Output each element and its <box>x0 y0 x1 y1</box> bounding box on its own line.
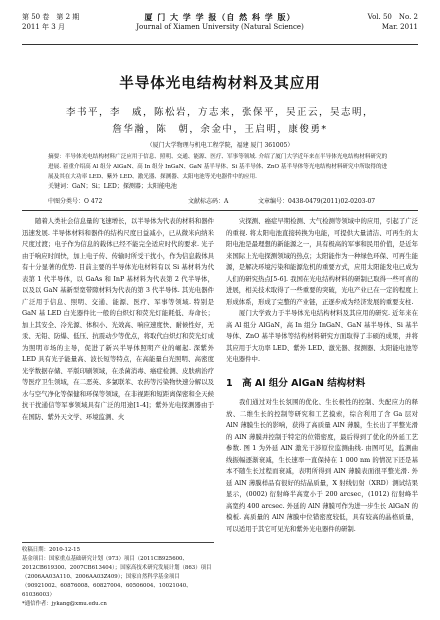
header-date: 2011 年 3 月 <box>22 23 65 31</box>
clc-number: 中图分类号：O 472 <box>48 198 103 205</box>
corresponding-email: *通信作者：jykang@xmu.edu.cn <box>22 601 107 607</box>
document-code: 文献标志码：A <box>188 198 229 205</box>
author-line-2: 詹华瀚，陈 朝，余金中，王启明，康俊勇* <box>112 124 328 135</box>
author-list <box>40 104 400 138</box>
header-volume: 第 50 卷 第 2 期 <box>22 13 80 21</box>
fund-note: 基金项目：国家重点基础研究计划（973）项目（2011CB925600、2012CB619300、2007CB613404）；国家高技术研究发展计划（863）项目（2006AA03A110、2006AA03Z409）；国家自然科学基金项目（90921002、60876008、60827004、60506004、10021040、61036003） <box>22 556 212 598</box>
section-heading: 1 高 Al 组分 AlGaN 结构材料 <box>226 377 366 389</box>
intro-paragraph-2: 灾探测、癌症早期检测、大气检测等领域中的应用，引起了广泛的重视. 将太阳电池直接转换为电能，可提供大量清洁、可再生的太阳电池是最理想的新能源之一，具有极高的军事和民用价值，是近年来国际上光电探测领域的热点；太阳能作为一种绿色环保、可再生能源，是解决环境污染和能源危机的重要方式，应用太阳能发电已成为人们的研究热点[5-6]. 我国在光电结构材料的研制已取得一些可喜的进展，相关技术取得了一些重要的突破，光电产业已在一定的程度上形成体系，形成了完整的产业链，正逐步成为经济发展的重要支柱. <box>226 217 418 306</box>
received-date: 收稿日期：2010-12-15 <box>22 547 81 553</box>
article-number: 文章编号：0438-0479(2011)02-0203-07 <box>258 198 376 205</box>
header-divider <box>22 210 418 211</box>
keywords: 关键词：GaN；Si；LED；探测器；太阳能电池 <box>48 183 177 190</box>
section-paragraph: 我们通过对生长氛围的优化、生长极性的控制、失配应力的释放、二维生长的控制等研究和工艺摸索，综合利用了含 Ga 层对 AlN 薄膜生长的影响，获得了高质量 AlN 薄膜，生长出了平整光滑的 AlN 薄膜并控制于特定的位错密度，最后得到了优化的外延工艺参数. 图 1 为外延 AlN 激光干涉原位监测曲线. 由图可见，监测曲线振幅逐渐衰减，生长速率一直保持在 1 000 nm 的情况下还是基本不随生长过程而衰减，表明所得到 AlN 薄膜表面很平整光滑. 外延 AlN 薄膜样品有很好的结晶质量，X 射线衍射（XRD）测试结果显示，(0002) 衍射峰半高宽小于 200 arcsec，(1012) 衍射峰半高宽约 400 arcsec. 外延的 AlN 薄膜可作为进一步生长 AlGaN 的模板. 高质量的 AlN 薄膜中位错密度较低，具有较高的晶格质量，可以适用于其它可见光和紫外光电器件的研制. <box>226 398 418 533</box>
left-column <box>22 216 214 423</box>
journal-name-en: Journal of Xiamen University (Natural Science) <box>136 23 304 31</box>
header-vol-no: Vol. 50 No. 2 <box>367 13 418 21</box>
affiliation: （厦门大学物理与机电工程学院，福建 厦门 361005） <box>146 142 294 149</box>
journal-name <box>22 12 418 32</box>
header-month: Mar. 2011 <box>381 23 418 31</box>
author-line-1: 李书平，李 威，陈松岩，方志来，张保平，吴正云，吴志明， <box>65 107 374 118</box>
running-header <box>22 10 418 45</box>
footnotes <box>22 542 214 609</box>
right-column <box>226 216 418 535</box>
intro-paragraph-3: 厦门大学致力于半导体光电结构材料及其应用的研究. 近年来在高 Al 组分 AlGaN，高 In 组分 InGaN、GaN 基半导体、Si 基半导体、ZnO 基半导体等结构材料研究方面取得了丰硕的成果，并将其应用于大功率 LED、紫外 LED、激光器、探测器、太阳能电池等光电器件中. <box>226 309 418 363</box>
intro-paragraph-1: 随着人类社会信息量的飞速增长，以半导体为代表的材料和器件迅速发展. 半导体材料和器件的结构尺度日益减小，已从微米向纳米尺度过渡；电子作为信息的载体已经不能完全适应时代的要求. 光子由于响应时间快，加上电子传、传输时所受干扰小，作为信息载体具有十分显著的优势. 目前主要的半导体光电材料有以 Si 基材料为代表第 1 代半导体，以 GaAs 和 InP 基材料为代表第 2 代半导体，以及以 GaN 基新型宽带隙材料为代表的第 3 代半导体. 其光电器件广泛用于信息、照明、交通、能源、医疗、军事等领域. 特别是 GaN 基 LED 白光器件比一般的白炽灯和荧光灯能耗低、寿命长；加上其安全、冷光源、体积小、光效高、响应速度快、耐候性好，无汞、无铅、防爆、低压、抗震动少等优点，将取代白炽灯和荧光灯成为照明市场的主导，促进了新兴半导体照明产业的崛起. 深紫外 LED 具有光子能量高、波长短等特点，在高能量白光照明、高密度光学数据存储、平版印刷领域，在杀菌消毒、癌症检测、皮肤病治疗等医疗卫生领域，在二恶英、多氯联苯、农药等污染物快速分解以及水与空气净化等保健和环保等领域，在非视距和短距离保密和全天候抗干扰通信等军事领域具有广泛的用途[1-4]；紫外光电探测器由于在国防、紫外天文学、环境监测、火 <box>22 217 214 421</box>
paper-title: 半导体光电结构材料及其应用 <box>119 76 321 92</box>
classification-line <box>48 196 392 205</box>
abstract: 摘要：半导体光电结构材料广泛应用于信息、照明、交通、能源、医疗、军事等领域. 介绍了厦门大学近年来在半导体光电结构材料研究的进展. 着重介绍高 Al 组分 AlGaN、高 In 组分 InGaN、GaN 基半导体、Si 基半导体、ZnO 基半导体等光电结构材料研究中所取得的进展及其在大功率 LED、紫外 LED、激光器、探测器、太阳电池等光电器件中的应用. <box>48 154 388 180</box>
journal-name-cn: 厦 门 大 学 学 报（自 然 科 学 版） <box>144 12 296 22</box>
header-volume-en <box>368 12 418 32</box>
